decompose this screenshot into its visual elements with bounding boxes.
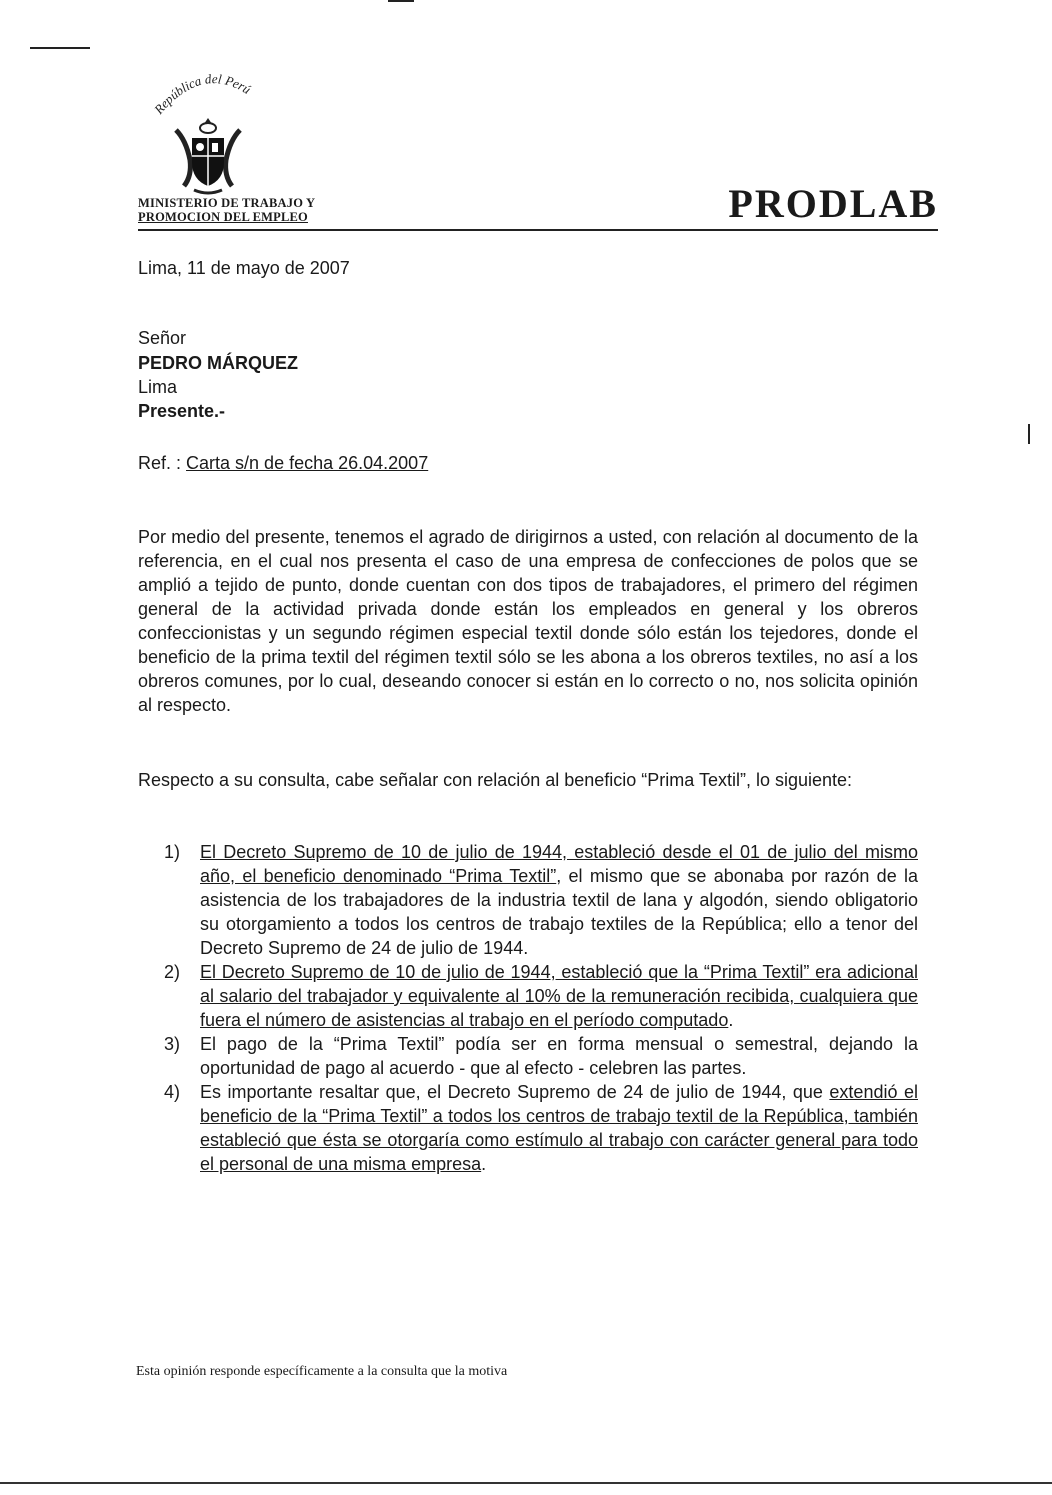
scan-mark [388, 0, 414, 2]
recipient-city: Lima [138, 377, 178, 397]
salutation: Señor [138, 328, 187, 348]
bottom-rule [0, 1482, 1052, 1484]
footer-note: Esta opinión responde específicamente a la consulta que la motiva [136, 1364, 508, 1379]
legal-points-list [164, 840, 918, 1176]
item-text: El Decreto Supremo de 10 de julio de 1944, estableció desde el 01 de julio del mismo año, el beneficio denominado “Prima Textil”, el mismo que se abonaba por razón de la asistencia de los trabajadores de la industria textil de lana y algodón, siendo obligatorio su otorgamiento a todos los centros de trabajo textiles de la República; ello a tenor del Decreto Supremo de 24 de julio de 1944. [200, 842, 918, 958]
svg-text:República del Perú: República del Perú [151, 71, 254, 117]
consulta-paragraph: Respecto a su consulta, cabe señalar con relación al beneficio “Prima Textil”, lo siguiente: [138, 770, 853, 790]
item-text: El Decreto Supremo de 10 de julio de 1944, estableció que la “Prima Textil” era adicional al salario del trabajador y equivalente al 10% de la remuneración recibida, cualquiera que fuera el número de asistencias al trabajo en el período computado. [200, 962, 918, 1030]
recipient-name: PEDRO MÁRQUEZ [138, 353, 299, 373]
item-text: Es importante resaltar que, el Decreto Supremo de 24 de julio de 1944, que extendió el beneficio de la “Prima Textil” a todos los centros de trabajo textil de la República, también estableció que ésta se otorgaría como estímulo al trabajo con carácter general para todo el personal de una misma empresa. [200, 1082, 918, 1174]
list-item [164, 1080, 918, 1176]
header-divider [138, 229, 938, 231]
reference-value: Carta s/n de fecha 26.04.2007 [186, 453, 429, 473]
item-number: 4) [164, 1082, 181, 1102]
coat-of-arms-icon [170, 110, 246, 196]
ministry-line-2: PROMOCION DEL EMPLEO [138, 210, 308, 224]
item-text: El pago de la “Prima Textil” podía ser en forma mensual o semestral, dejando la oportunidad de pago al acuerdo - que al efecto - celebren las partes. [200, 1034, 918, 1078]
item-number: 1) [164, 842, 181, 862]
reference-label: Ref. : [138, 453, 182, 473]
presente: Presente.- [138, 401, 226, 421]
intro-paragraph: Por medio del presente, tenemos el agrado de dirigirnos a usted, con relación al documento de la referencia, en el cual nos presenta el caso de una empresa de confecciones de polos que se amplió a tejido de punto, donde cuentan con dos tipos de trabajadores, el primero del régimen general de la actividad privada donde están los empleados en general y los obreros confeccionistas y un segundo régimen especial textil donde sólo están los tejedores, donde el beneficio de la prima textil del régimen textil sólo se les abona a los obreros textiles, no así a los obreros comunes, por lo cual, deseando conocer si están en lo correcto o no, nos solicita opinión al respecto. [138, 527, 918, 715]
ministry-name [138, 196, 315, 224]
brand-title: PRODLAB [728, 181, 938, 226]
reference [138, 451, 428, 475]
scan-mark [1028, 424, 1030, 444]
list-item [164, 840, 918, 960]
letter-date: Lima, 11 de mayo de 2007 [138, 258, 350, 278]
ministry-line-1: MINISTERIO DE TRABAJO Y [138, 196, 316, 210]
scan-mark [30, 47, 90, 49]
list-item [164, 960, 918, 1032]
item-number: 2) [164, 962, 181, 982]
list-item [164, 1032, 918, 1080]
item-number: 3) [164, 1034, 181, 1054]
